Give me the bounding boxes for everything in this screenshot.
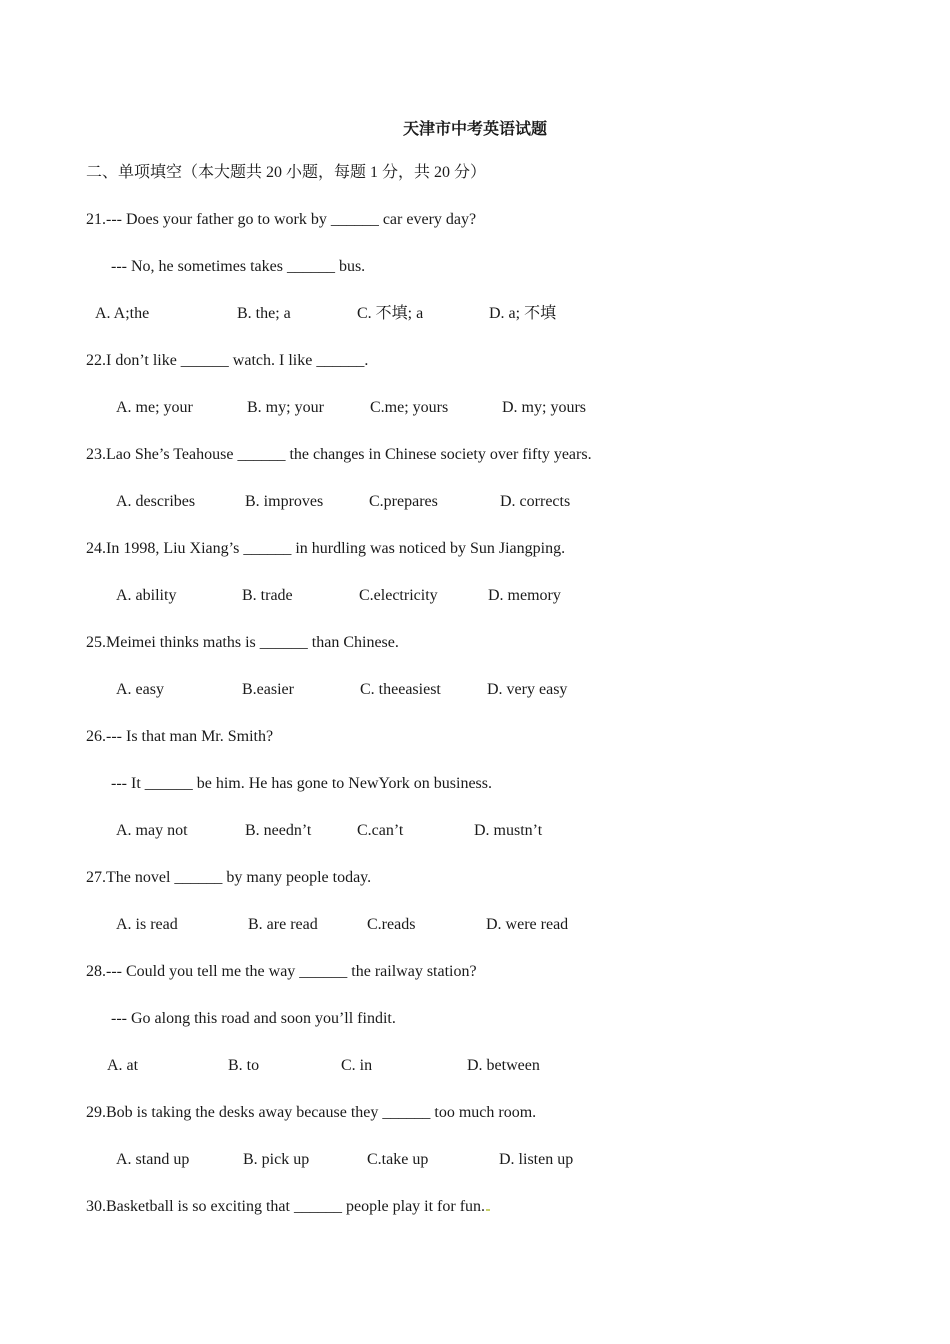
question-30-stem — [86, 1197, 491, 1217]
option-a: A. describes — [116, 493, 196, 510]
option-c: C.prepares — [369, 493, 438, 510]
section-heading: 二、单项填空（本大题共 20 小题，每题 1 分，共 20 分） — [86, 164, 487, 181]
option-d: D. were read — [486, 916, 569, 933]
option-a: A. ability — [116, 587, 177, 604]
question-28-reply: --- Go along this road and soon you’ll findit. — [111, 1010, 396, 1027]
option-c: C.electricity — [359, 587, 438, 604]
highlight-mark — [486, 1209, 490, 1211]
question-27-stem: 27.The novel ______ by many people today. — [86, 869, 372, 886]
option-d: D. very easy — [487, 681, 568, 698]
question-26-stem: 26.--- Is that man Mr. Smith? — [86, 728, 274, 745]
option-a: A. A;the — [95, 305, 150, 322]
option-b: B. are read — [248, 916, 318, 933]
question-22-stem: 22.I don’t like ______ watch. I like ______. — [86, 352, 369, 369]
page-title: 天津市中考英语试题 — [402, 121, 547, 138]
option-b: B. improves — [245, 493, 324, 510]
option-b: B. needn’t — [245, 822, 312, 839]
option-d: D. mustn’t — [474, 822, 543, 839]
option-a: A. at — [107, 1057, 139, 1074]
option-c: C. in — [341, 1057, 373, 1074]
option-a: A. easy — [116, 681, 164, 698]
option-d: D. corrects — [500, 493, 571, 510]
option-d: D. listen up — [499, 1151, 574, 1168]
question-25-stem: 25.Meimei thinks maths is ______ than Chinese. — [86, 634, 399, 651]
question-21-reply: --- No, he sometimes takes ______ bus. — [111, 258, 366, 275]
option-c: C.take up — [367, 1151, 429, 1168]
question-24-stem — [86, 539, 565, 559]
option-c: C. theeasiest — [360, 681, 441, 698]
option-a: A. me; your — [116, 399, 193, 416]
question-21-stem: 21.--- Does your father go to work by ______ car every day? — [86, 211, 477, 228]
option-c: C.can’t — [357, 822, 404, 839]
option-a: A. may not — [116, 822, 188, 839]
option-d: D. memory — [488, 587, 561, 604]
option-c: C.me; yours — [370, 399, 449, 416]
option-b: B. pick up — [243, 1151, 310, 1168]
option-b: B. trade — [242, 587, 293, 604]
option-c: C.reads — [367, 916, 416, 933]
option-c: C. 不填; a — [357, 305, 424, 322]
option-d: D. a; 不填 — [489, 305, 557, 322]
question-24-text: 24.In 1998, Liu Xiang’s ______ in hurdling was noticed by Sun Jiangping. — [86, 540, 566, 557]
option-d: D. between — [467, 1057, 540, 1074]
question-30-text: 30.Basketball is so exciting that ______ people play it for fun. — [86, 1198, 486, 1215]
option-b: B.easier — [242, 681, 294, 698]
option-b: B. the; a — [237, 305, 291, 322]
question-29-stem: 29.Bob is taking the desks away because they ______ too much room. — [86, 1104, 537, 1121]
question-28-stem: 28.--- Could you tell me the way ______ the railway station? — [86, 963, 477, 980]
question-23-stem: 23.Lao She’s Teahouse ______ the changes in Chinese society over fifty years. — [86, 446, 592, 463]
option-a: A. is read — [116, 916, 178, 933]
question-26-reply: --- It ______ be him. He has gone to NewYork on business. — [111, 775, 492, 792]
option-d: D. my; yours — [502, 399, 586, 416]
option-b: B. to — [228, 1057, 260, 1074]
option-b: B. my; your — [247, 399, 324, 416]
option-a: A. stand up — [116, 1151, 190, 1168]
